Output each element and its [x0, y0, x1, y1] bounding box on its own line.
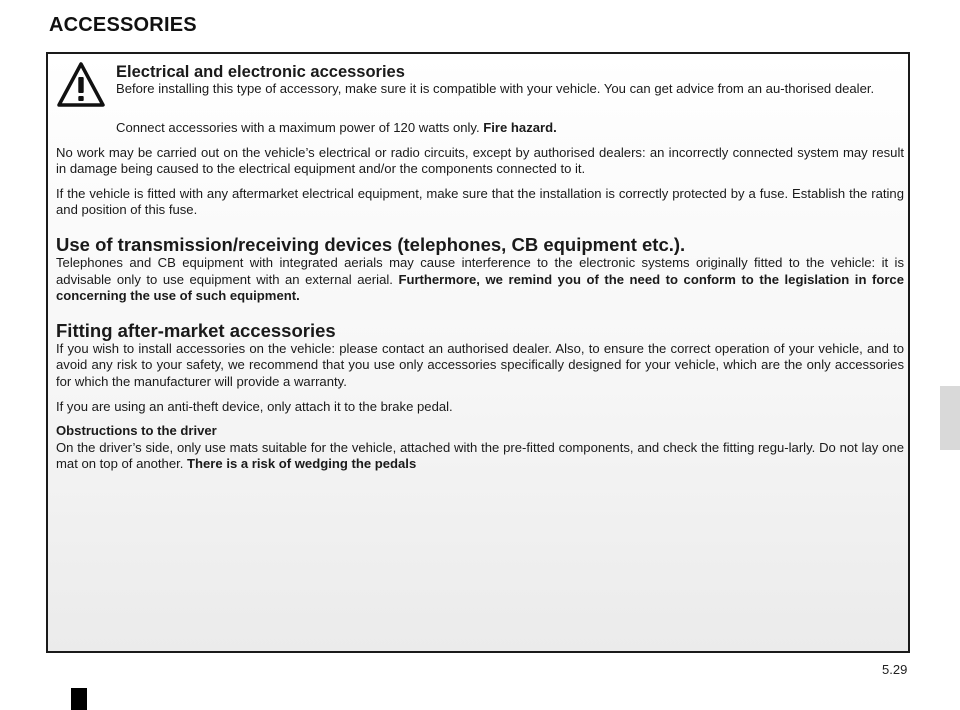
aftermarket-paragraph-2: If you are using an anti-theft device, only attach it to the brake pedal.: [56, 398, 453, 414]
warning-box: [46, 52, 910, 653]
page-number: 5.29: [882, 662, 908, 677]
obstructions-heading: Obstructions to the driver: [56, 423, 217, 439]
page-corner-mark: [71, 688, 87, 710]
transmission-heading: Use of transmission/receiving devices (telephones, CB equipment etc.).: [56, 233, 686, 255]
warning-content: [56, 64, 904, 481]
aftermarket-paragraph-1: If you wish to install accessories on the vehicle: please contact an authorised dealer. Also, to ensure the correct operation of your vehicle, and to avoid any risk to your safety, we recommend that you use only accessories specifically designed for your vehicle, which are the only accessories for which the manufacturer will provide a warranty.: [56, 340, 904, 389]
power-text: Connect accessories with a maximum power of 120 watts only.: [116, 120, 480, 135]
power-warning: Fire hazard.: [483, 120, 557, 135]
electrical-heading: Electrical and electronic accessories: [116, 63, 405, 81]
power-paragraph: [56, 120, 904, 137]
electrical-intro: [56, 64, 904, 114]
electrical-paragraph-2: If the vehicle is fitted with any aftermarket electrical equipment, make sure that the installation is correctly protected by a fuse. Establish the rating and position of this fuse.: [56, 185, 904, 218]
transmission-paragraph: [56, 255, 904, 305]
aftermarket-heading: Fitting after-market accessories: [56, 319, 336, 341]
obstructions-bold-text: There is a risk of wedging the pedals: [187, 456, 417, 472]
transmission-bold-text: Furthermore, we remind you of the need to conform to the legislation in force concerning the use of such equipment.: [56, 271, 904, 304]
chapter-side-tab: [940, 386, 960, 450]
transmission-text: Telephones and CB equipment with integrated aerials may cause interference to the electronic systems originally fitted to the vehicle: it is advisable only to use equipment with an external aerial.: [56, 254, 904, 287]
electrical-paragraph-1: No work may be carried out on the vehicle’s electrical or radio circuits, except by authorised dealers: an incorrectly connected system may result in damage being caused to the electrical equipment and/or the components connected to it.: [56, 144, 904, 177]
page-title: ACCESSORIES: [49, 14, 197, 36]
obstructions-text: On the driver’s side, only use mats suitable for the vehicle, attached with the pre-fitted components, and check the fitting regu-larly. Do not lay one mat on top of another.: [56, 439, 904, 472]
electrical-intro-text: Before installing this type of accessory, make sure it is compatible with your vehicle. You can get advice from an au-thorised dealer.: [116, 81, 875, 96]
obstructions-paragraph: [56, 440, 904, 473]
